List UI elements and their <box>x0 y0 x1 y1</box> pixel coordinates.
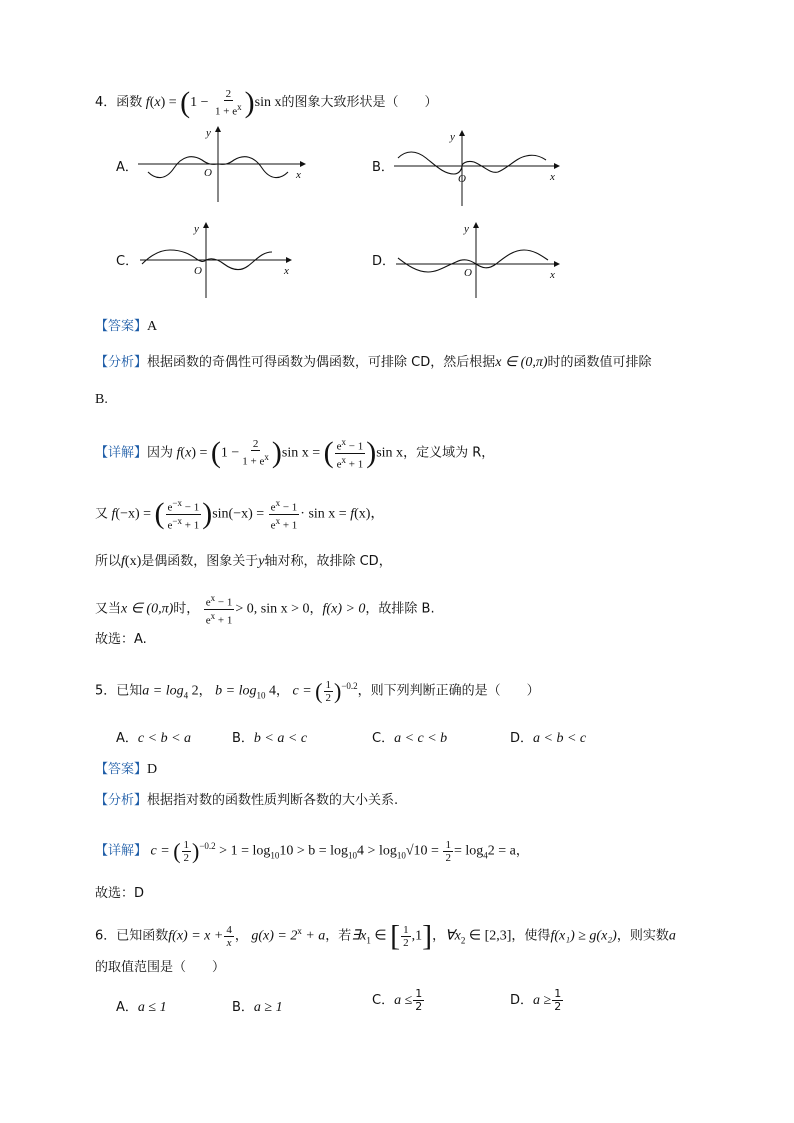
q4-graph-d <box>396 220 566 300</box>
y-axis-arrow <box>215 126 221 132</box>
x-axis-arrow <box>554 163 560 169</box>
q4-graph-a <box>138 124 308 204</box>
x-label: x <box>284 265 289 277</box>
y-axis-arrow <box>473 222 479 228</box>
q4-analysis-cont: B. <box>95 392 108 407</box>
y-label: y <box>206 127 211 139</box>
q4-graph-b <box>394 128 564 208</box>
q5-option-d: D．a < b < c <box>510 731 587 746</box>
q5-answer: 【答案】D <box>95 762 158 777</box>
q4-graph-c <box>140 220 300 300</box>
y-label: y <box>194 223 199 235</box>
q4-detail-3: 所以f(x)是偶函数，图象关于y轴对称，故排除 CD， <box>95 554 392 569</box>
q4-option-c-label: C． <box>116 254 139 269</box>
y-axis-arrow <box>459 130 465 136</box>
q4-option-d-label: D． <box>372 254 396 269</box>
origin-label: O <box>204 167 212 179</box>
q6-stem: 6．已知函数f(x) = x + $\frac{4}{x}$ ， $g(x) = 2^x + a$，若$\exists x_1$ ∈ [ $\frac{1}{2}$ ,1]，$\forall x_2$ ∈ [2,3]，使得f(x₁) ≥ g(x₂)，则实数a <box>95 919 676 953</box>
q4-detail-1: 【详解】因为 f(x) = (1 − $\frac{2}{1 + e^x}$ )sin x = ( $\frac{e^x - 1}{e^x + 1}$ )sin x，定义域为 R， <box>95 436 495 471</box>
q5-detail: 【详解】 c = ( $\frac{1}{2}$ )$^{-0.2} > 1 = \log_{10}10 > b = \log_{10}4 > \log_{10}√10$ = $\frac{1}{2}$ = $\log_42 = a$， <box>95 838 529 864</box>
curve <box>398 152 546 174</box>
q5-option-b: B．b < a < c <box>232 731 308 746</box>
y-axis-arrow <box>203 222 209 228</box>
q5-choose: 故选：D <box>95 886 145 901</box>
x-axis-arrow <box>286 257 292 263</box>
q5-analysis: 【分析】根据指对数的函数性质判断各数的大小关系. <box>95 793 399 808</box>
q4-option-a-label: A． <box>116 160 138 175</box>
q5-stem: 5．已知$a = \log_4 2$， $b = \log_{10} 4$， c = ( $\frac{1}{2}$ )$^{-0.2}$，则下列判断正确的是（ ） <box>95 678 540 704</box>
q5-option-c: C．a < c < b <box>372 731 448 746</box>
y-label: y <box>450 131 455 143</box>
q6-option-c: C．a ≤ $\frac{1}{2}$ <box>372 987 423 1013</box>
q4-stem: 4．函数 f(x) = (1 − $\frac{2}{1 + e^x}$ )sin x的图象大致形状是（ ） <box>95 86 438 119</box>
q4-number: 4． <box>95 95 117 111</box>
q4-analysis: 【分析】根据函数的奇偶性可得函数为偶函数，可排除 CD，然后根据x ∈ (0,π)时的函数值可排除 <box>95 355 652 370</box>
origin-label: O <box>464 267 472 279</box>
x-label: x <box>296 169 301 181</box>
curve <box>398 250 548 272</box>
x-label: x <box>550 171 555 183</box>
q6-option-d: D．a ≥ $\frac{1}{2}$ <box>510 987 562 1013</box>
q6-option-a: A．a ≤ 1 <box>116 1000 167 1015</box>
q6-stem-cont: 的取值范围是（ ） <box>95 960 226 975</box>
q6-option-b: B．a ≥ 1 <box>232 1000 283 1015</box>
x-axis-arrow <box>554 261 560 267</box>
q5-option-a: A．c < b < a <box>116 731 192 746</box>
q4-fraction: $\frac{2}{1 + e^x}$ <box>215 88 242 118</box>
q4-answer: 【答案】A <box>95 319 158 334</box>
origin-label: O <box>194 265 202 277</box>
origin-label: O <box>458 173 466 185</box>
q4-detail-2: 又 f(−x) = ( $\frac{e^{-x} - 1}{e^{-x} + 1}$ )sin(−x) = $\frac{e^x - 1}{e^x + 1}$ · sin x = f(x)， <box>95 497 385 532</box>
x-axis-arrow <box>300 161 306 167</box>
q4-choose: 故选：A. <box>95 632 147 647</box>
y-label: y <box>464 223 469 235</box>
q4-detail-4: 又当x ∈ (0,π)时， $\frac{e^x - 1}{e^x + 1}$ > 0, sin x > 0，f(x) > 0，故排除 B. <box>95 593 435 627</box>
x-label: x <box>550 269 555 281</box>
q4-option-b-label: B． <box>372 160 394 175</box>
